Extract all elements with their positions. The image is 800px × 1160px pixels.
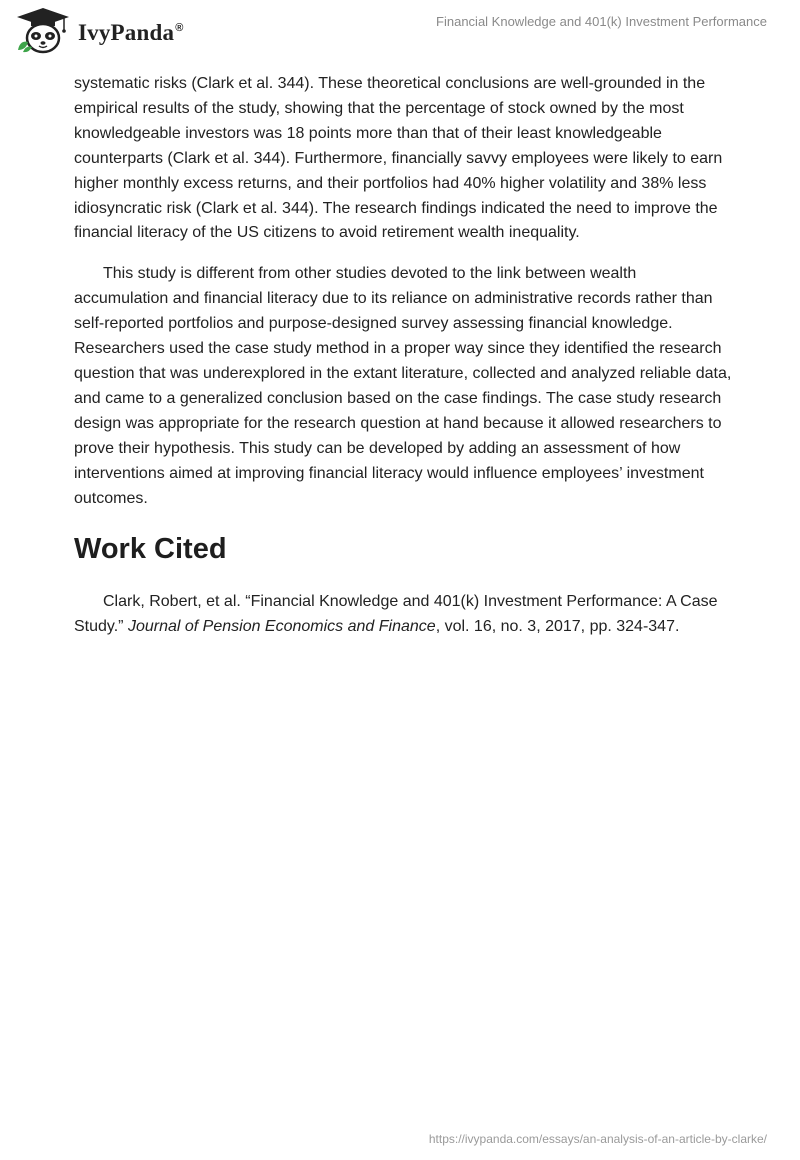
citation-entry bbox=[74, 590, 734, 640]
works-cited-heading: Work Cited bbox=[74, 533, 227, 566]
citation-journal: Journal of Pension Economics and Finance bbox=[127, 618, 436, 636]
document-body bbox=[74, 72, 734, 640]
running-title: Financial Knowledge and 401(k) Investment Performance bbox=[436, 14, 767, 29]
body-paragraph-1: systematic risks (Clark et al. 344). These theoretical conclusions are well-grounded in the empirical results of the study, showing that the percentage of stock owned by the most knowledgeable investors was 18 points more than that of their least knowledgeable counterparts (Clark et al. 344). Furthermore, financially savvy employees were likely to earn higher monthly excess returns, and their portfolios had 40% higher volatility and 38% less idiosyncratic risk (Clark et al. 344). The research findings indicated the need to improve the financial literacy of the US citizens to avoid retirement wealth inequality. bbox=[74, 75, 723, 242]
body-paragraph-2: This study is different from other studies devoted to the link between wealth accumulation and financial literacy due to its reliance on administrative records rather than self-reported portfolios and purpose-designed survey assessing financial knowledge. Researchers used the case study method in a proper way since they identified the research question that was underexplored in the extant literature, collected and analyzed reliable data, and came to a generalized conclusion based on the case findings. The case study research design was appropriate for the research question at hand because it allowed researchers to prove their hypothesis. This study can be developed by adding an assessment of how interventions aimed at improving financial literacy would influence employees’ investment outcomes. bbox=[74, 265, 732, 507]
logo-wordmark: IvyPanda® bbox=[78, 20, 184, 45]
source-url-link[interactable]: https://ivypanda.com/essays/an-analysis-of-an-article-by-clarke/ bbox=[428, 1132, 767, 1146]
panda-mascot-icon bbox=[14, 6, 72, 54]
ivypanda-logo[interactable] bbox=[14, 6, 184, 54]
page-header bbox=[0, 0, 800, 70]
citation-details: , vol. 16, no. 3, 2017, pp. 324-347. bbox=[435, 618, 680, 636]
citation-authors-title: Clark, Robert, et al. “Financial Knowledge and 401(k) Investment Performance: A Case Study.” bbox=[74, 593, 718, 636]
